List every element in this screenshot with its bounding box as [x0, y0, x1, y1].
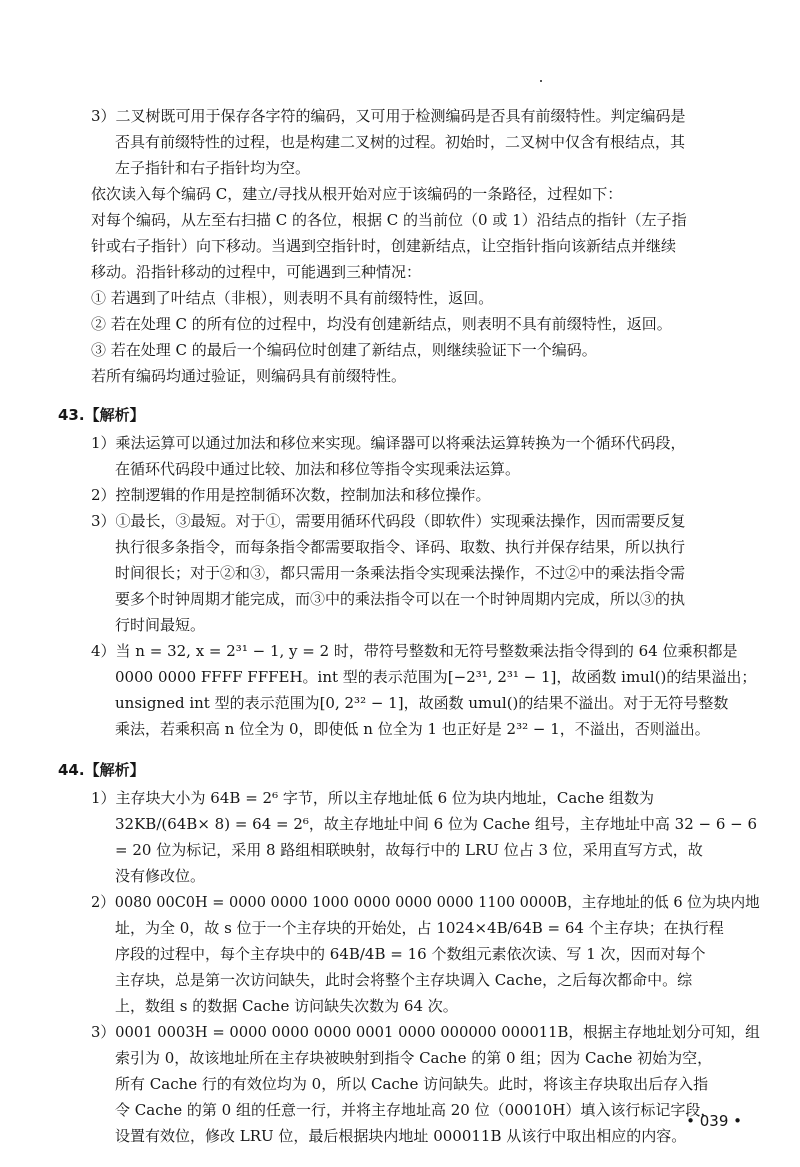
s43-line-2: 在循环代码段中通过比较、加法和移位等指令实现乘法运算。: [115, 460, 521, 478]
s44-line-5: 2）0080 00C0H = 0000 0000 1000 0000 0000 0000 1100 0000B，主存地址的低 6 位为块内地: [91, 893, 760, 911]
s44-line-7: 序段的过程中，每个主存块中的 64B/4B = 16 个数组元素依次读、写 1 次，因而对每个: [115, 945, 706, 963]
s43-line-6: 时间很长；对于②和③，都只需用一条乘法指令实现乘法操作，不过②中的乘法指令需: [115, 564, 686, 582]
s42-conclusion: 若所有编码均通过验证，则编码具有前缀特性。: [91, 367, 407, 385]
s42-body-line-2: 对每个编码，从左至右扫描 C 的各位，根据 C 的当前位（0 或 1）沿结点的指针（左子指: [91, 211, 687, 229]
s42-case-1: ① 若遇到了叶结点（非根），则表明不具有前缀特性，返回。: [91, 289, 494, 307]
scan-speck: [540, 80, 542, 82]
s43-line-8: 行时间最短。: [115, 616, 206, 634]
page-number: • 039 •: [686, 1112, 742, 1130]
s42-p3-line-1: 3）二叉树既可用于保存各字符的编码，又可用于检测编码是否具有前缀特性。判定编码是: [91, 107, 686, 125]
s42-body-line-1: 依次读入每个编码 C，建立/寻找从根开始对应于该编码的一条路径，过程如下：: [91, 185, 623, 203]
s44-line-12: 所有 Cache 行的有效位均为 0，所以 Cache 访问缺失。此时，将该主存块取出后存入指: [115, 1075, 709, 1093]
s43-line-10: 0000 0000 FFFF FFFEH。int 型的表示范围为[−2³¹, 2³¹ − 1]，故函数 imul()的结果溢出；: [115, 668, 757, 686]
s44-line-9: 上，数组 s 的数据 Cache 访问缺失次数为 64 次。: [115, 997, 458, 1015]
s43-line-1: 1）乘法运算可以通过加法和移位来实现。编译器可以将乘法运算转换为一个循环代码段，: [91, 434, 686, 452]
s44-line-2: 32KB/(64B× 8) = 64 = 2⁶，故主存地址中间 6 位为 Cache 组号，主存地址中高 32 − 6 − 6: [115, 815, 758, 833]
s42-body-line-4: 移动。沿指针移动的过程中，可能遇到三种情况：: [91, 263, 422, 281]
s43-heading: 43.【解析】: [58, 406, 145, 424]
s44-line-6: 址，为全 0，故 s 位于一个主存块的开始处，占 1024×4B/64B = 64 个主存块；在执行程: [115, 919, 724, 937]
s42-case-3: ③ 若在处理 C 的最后一个编码位时创建了新结点，则继续验证下一个编码。: [91, 341, 597, 359]
s42-case-2: ② 若在处理 C 的所有位的过程中，均没有创建新结点，则表明不具有前缀特性，返回。: [91, 315, 672, 333]
s42-p3-line-3: 左子指针和右子指针均为空。: [115, 159, 311, 177]
s43-line-12: 乘法，若乘积高 n 位全为 0，即使低 n 位全为 1 也正好是 2³² − 1，不溢出，否则溢出。: [115, 720, 710, 738]
s44-line-3: = 20 位为标记，采用 8 路组相联映射，故每行中的 LRU 位占 3 位，采用直写方式，故: [115, 841, 703, 859]
s44-line-13: 令 Cache 的第 0 组的任意一行，并将主存地址高 20 位（00010H）填入该行标记字段，: [115, 1101, 716, 1119]
s42-body-line-3: 针或右子指针）向下移动。当遇到空指针时，创建新结点，让空指针指向该新结点并继续: [91, 237, 677, 255]
s44-line-4: 没有修改位。: [115, 867, 206, 885]
s44-line-8: 主存块，总是第一次访问缺失，此时会将整个主存块调入 Cache，之后每次都命中。综: [115, 971, 693, 989]
s43-line-11: unsigned int 型的表示范围为[0, 2³² − 1]，故函数 umul()的结果不溢出。对于无符号整数: [115, 694, 729, 712]
s44-line-11: 索引为 0，故该地址所在主存块被映射到指令 Cache 的第 0 组；因为 Cache 初始为空，: [115, 1049, 713, 1067]
s43-line-9: 4）当 n = 32, x = 2³¹ − 1, y = 2 时，带符号整数和无符号整数乘法指令得到的 64 位乘积都是: [91, 642, 738, 660]
s43-line-3: 2）控制逻辑的作用是控制循环次数，控制加法和移位操作。: [91, 486, 491, 504]
s43-line-5: 执行很多条指令，而每条指令都需要取指令、译码、取数、执行并保存结果，所以执行: [115, 538, 686, 556]
s44-line-10: 3）0001 0003H = 0000 0000 0000 0001 0000 000000 000011B，根据主存地址划分可知，组: [91, 1023, 760, 1041]
s44-heading: 44.【解析】: [58, 761, 145, 779]
s43-line-4: 3）①最长，③最短。对于①，需要用循环代码段（即软件）实现乘法操作，因而需要反复: [91, 512, 686, 530]
s43-line-7: 要多个时钟周期才能完成，而③中的乘法指令可以在一个时钟周期内完成，所以③的执: [115, 590, 686, 608]
s42-p3-line-2: 否具有前缀特性的过程，也是构建二叉树的过程。初始时，二叉树中仅含有根结点，其: [115, 133, 686, 151]
s44-line-14: 设置有效位，修改 LRU 位，最后根据块内地址 000011B 从该行中取出相应的内容。: [115, 1127, 687, 1145]
s44-line-1: 1）主存块大小为 64B = 2⁶ 字节，所以主存地址低 6 位为块内地址，Cache 组数为: [91, 789, 655, 807]
